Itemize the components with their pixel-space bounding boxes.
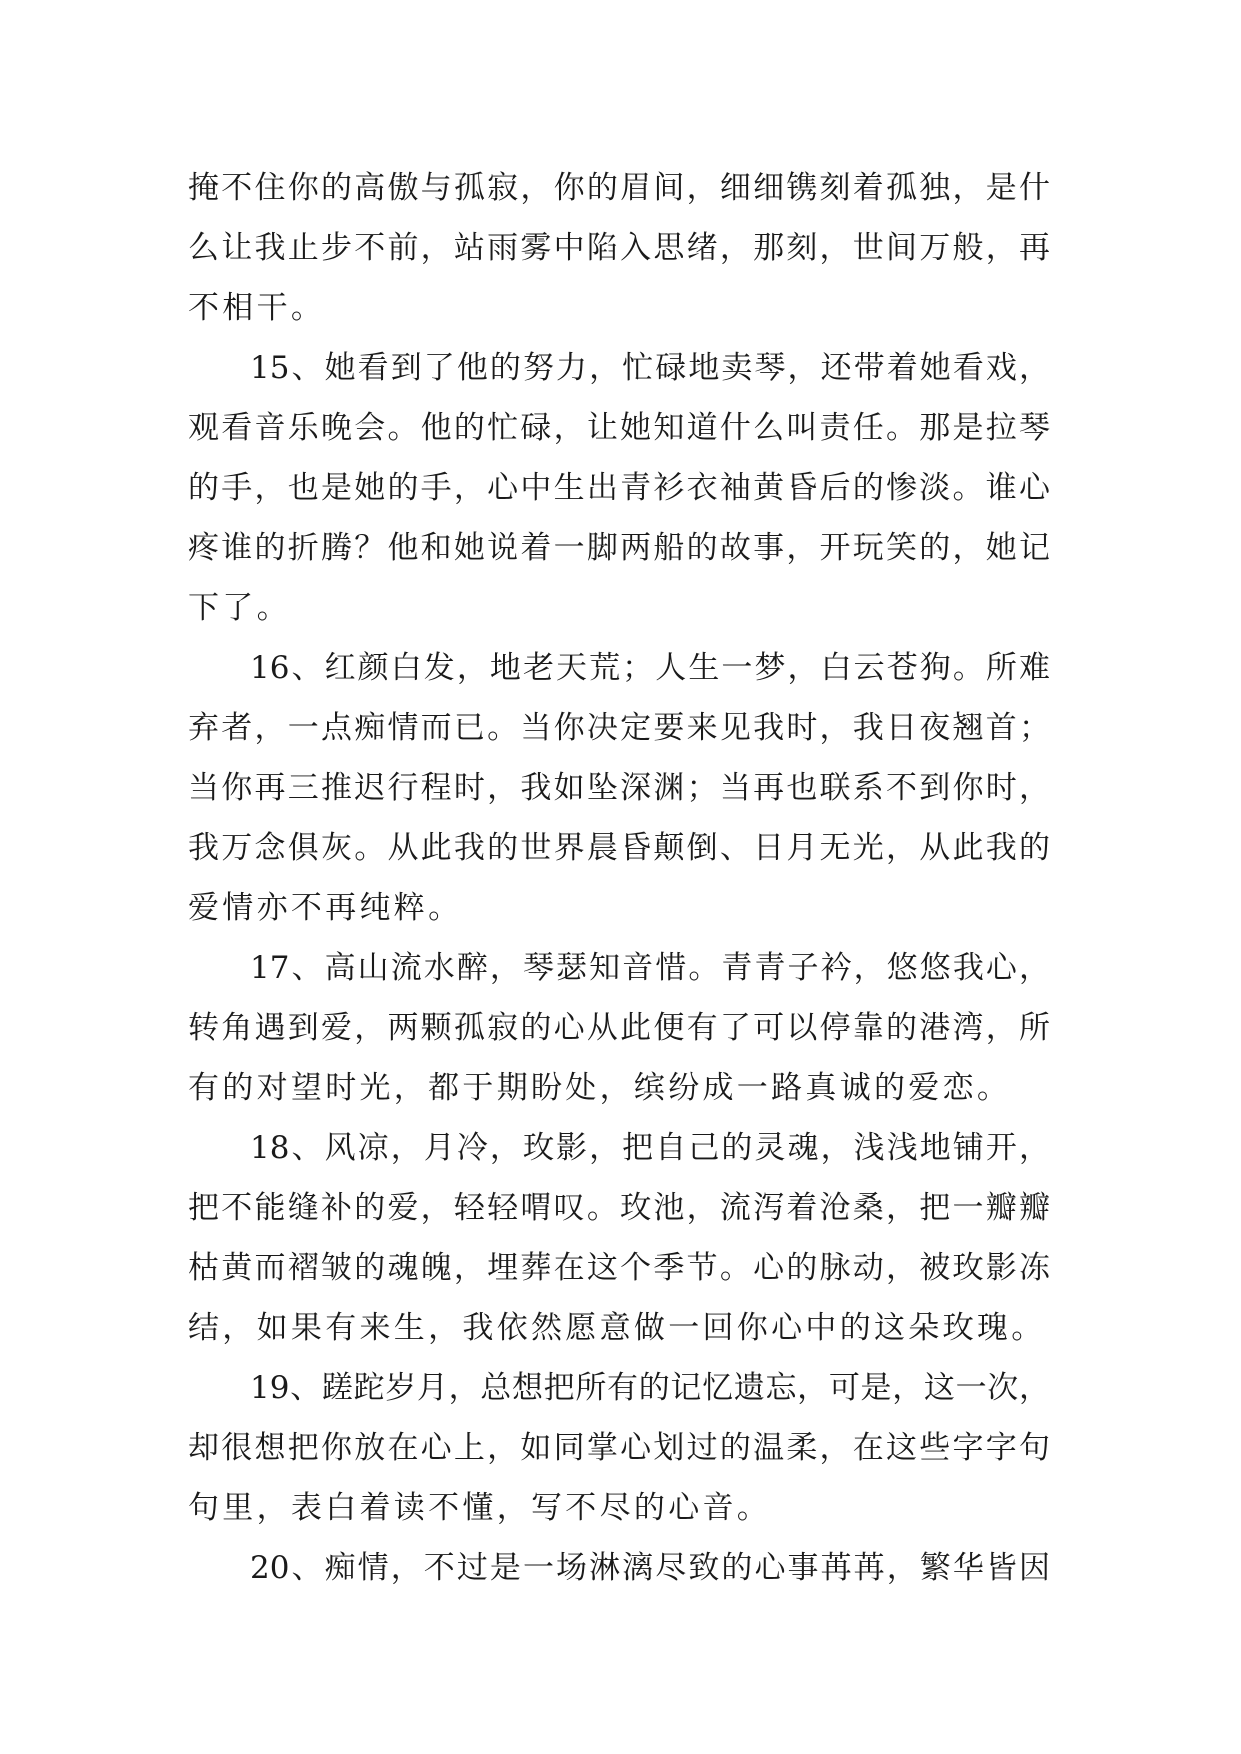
text-line: 观看音乐晚会。他的忙碌，让她知道什么叫责任。那是拉琴 [188, 410, 1050, 446]
paragraph-19 [188, 1358, 1050, 1538]
paragraph-15 [188, 338, 1050, 638]
paragraph-20 [188, 1538, 1050, 1598]
text-line: 却很想把你放在心上，如同掌心划过的温柔，在这些字字句 [188, 1430, 1050, 1466]
text-line: 15、她看到了他的努力，忙碌地卖琴，还带着她看戏， [250, 350, 1050, 386]
text-line: 么让我止步不前，站雨雾中陷入思绪，那刻，世间万般，再 [188, 230, 1050, 266]
text-line: 20、痴情，不过是一场淋漓尽致的心事苒苒，繁华皆因 [250, 1550, 1050, 1586]
text-line: 有的对望时光，都于期盼处，缤纷成一路真诚的爱恋。 [188, 1070, 1012, 1106]
text-line: 18、风凉，月冷，玫影，把自己的灵魂，浅浅地铺开， [250, 1130, 1050, 1166]
text-line: 结，如果有来生，我依然愿意做一回你心中的这朵玫瑰。 [188, 1310, 1046, 1346]
paragraph-continuation [188, 158, 1050, 338]
text-line: 掩不住你的高傲与孤寂，你的眉间，细细镌刻着孤独，是什 [188, 170, 1050, 206]
paragraph-16 [188, 638, 1050, 938]
text-line: 17、高山流水醉，琴瑟知音惜。青青子衿，悠悠我心， [250, 950, 1050, 986]
text-line: 当你再三推迟行程时，我如坠深渊；当再也联系不到你时， [188, 770, 1050, 806]
document-page [188, 158, 1050, 1598]
text-line: 把不能缝补的爱，轻轻喟叹。玫池，流泻着沧桑，把一瓣瓣 [188, 1190, 1050, 1226]
text-line: 的手，也是她的手，心中生出青衫衣袖黄昏后的惨淡。谁心 [188, 470, 1050, 506]
text-line: 19、蹉跎岁月，总想把所有的记忆遗忘，可是，这一次， [250, 1370, 1050, 1406]
text-line: 我万念俱灰。从此我的世界晨昏颠倒、日月无光，从此我的 [188, 830, 1050, 866]
text-line: 疼谁的折腾？他和她说着一脚两船的故事，开玩笑的，她记 [188, 530, 1050, 566]
text-line: 16、红颜白发，地老天荒；人生一梦，白云苍狗。所难 [250, 650, 1050, 686]
text-line: 句里，表白着读不懂，写不尽的心音。 [188, 1490, 772, 1526]
text-line: 弃者，一点痴情而已。当你决定要来见我时，我日夜翘首； [188, 710, 1050, 746]
paragraph-17 [188, 938, 1050, 1118]
text-line: 爱情亦不再纯粹。 [188, 890, 463, 926]
paragraph-18 [188, 1118, 1050, 1358]
text-line: 枯黄而褶皱的魂魄，埋葬在这个季节。心的脉动，被玫影冻 [188, 1250, 1050, 1286]
text-line: 转角遇到爱，两颗孤寂的心从此便有了可以停靠的港湾，所 [188, 1010, 1050, 1046]
text-line: 不相干。 [188, 290, 326, 326]
text-line: 下了。 [188, 590, 291, 626]
